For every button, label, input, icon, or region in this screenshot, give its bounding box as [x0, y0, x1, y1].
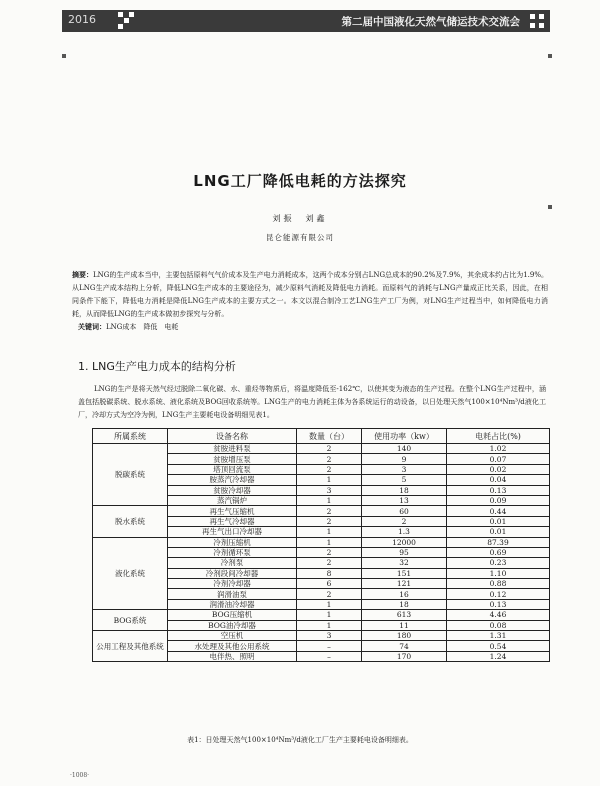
table-cell: 贫胺冷却器 [168, 485, 297, 495]
table-cell: 9 [362, 454, 447, 464]
table-cell: 2 [297, 547, 362, 557]
table-row [93, 631, 550, 641]
table-row [93, 444, 550, 454]
table-cell: 电伴热、照明 [168, 651, 297, 661]
table-cell: 0.69 [447, 547, 550, 557]
table-cell: 1.02 [447, 444, 550, 454]
table-cell: 贫胺增压泵 [168, 454, 297, 464]
system-cell: BOG系统 [93, 610, 168, 631]
table-cell: BOG压缩机 [168, 610, 297, 620]
table-cell: 1 [297, 620, 362, 630]
table-cell: 冷剂冷却器 [168, 579, 297, 589]
header-year: 2016 [68, 13, 96, 26]
table-cell: 3 [297, 631, 362, 641]
table-header-row [93, 429, 550, 444]
table-cell: 2 [362, 516, 447, 526]
affiliation: 昆仑能源有限公司 [266, 233, 334, 242]
table-header-cell: 电耗占比(%) [447, 429, 550, 444]
table-cell: 13 [362, 495, 447, 505]
table-cell: 151 [362, 568, 447, 578]
table-cell: 胺蒸汽冷却器 [168, 475, 297, 485]
table-cell: 95 [362, 547, 447, 557]
table-cell: 塔顶回流泵 [168, 464, 297, 474]
table-cell: 2 [297, 558, 362, 568]
table-cell: 2 [297, 444, 362, 454]
table-cell: 2 [297, 516, 362, 526]
table-cell: 1 [297, 527, 362, 537]
scan-mark [548, 54, 552, 58]
table-cell: 0.12 [447, 589, 550, 599]
abstract-text: LNG的生产成本当中，主要包括原料气气价成本及生产电力消耗成本，这两个成本分别占LNG总成本的90.2%及7.9%，其余成本约占比为1.9%。从LNG生产成本结构上分析，降低LNG生产成本的主要途径为，减少原料气消耗及降低电力消耗。而原料气的消耗与LNG产量成正比关系，因此，在相同条件下能下，降低电力消耗是降低LNG生产成本的主要方式之一。本文以混合制冷工艺LNG生产工厂为例，对LNG生产过程当中，如何降低电力消耗，从而降低LNG的生产成本做初步探究与分析。 [72, 271, 548, 318]
table-cell: 180 [362, 631, 447, 641]
table-header-cell: 所属系统 [93, 429, 168, 444]
system-cell: 液化系统 [93, 537, 168, 610]
header-conference: 第二届中国液化天然气储运技术交流会 [341, 16, 520, 28]
body-paragraph: LNG的生产是将天然气经过脱除二氧化碳、水、重烃等物质后，将温度降低至-162℃，以使其变为液态的生产过程。在整个LNG生产过程中，涵盖包括脱碳系统、脱水系统、液化系统及BOG回收系统等。LNG生产的电力消耗主体为各系统运行的动设备，以日处理天然气100×10⁴Nm³/d液化工厂，冷却方式为空冷为例，LNG生产主要耗电设备明细见表1。 [78, 385, 546, 419]
page-footer: ·1008· [70, 772, 90, 779]
table-cell: 18 [362, 599, 447, 609]
table-cell: 2 [297, 589, 362, 599]
table-cell: 8 [297, 568, 362, 578]
table-cell: 水处理及其他公用系统 [168, 641, 297, 651]
table-cell: 0.44 [447, 506, 550, 516]
paper-title: LNG工厂降低电耗的方法探究 [193, 172, 407, 190]
table-header-cell: 使用功率（kw） [362, 429, 447, 444]
table-cell: 18 [362, 485, 447, 495]
table-cell: 0.07 [447, 454, 550, 464]
table-cell: 空压机 [168, 631, 297, 641]
table-cell: 3 [362, 464, 447, 474]
table-cell: 冷剂泵 [168, 558, 297, 568]
abstract-label: 摘要： [72, 270, 94, 279]
table-cell: 11 [362, 620, 447, 630]
table-caption: 表1：日处理天然气100×10⁴Nm³/d液化工厂生产主要耗电设备明细表。 [187, 736, 413, 744]
table-cell: 1 [297, 537, 362, 547]
table-cell: 16 [362, 589, 447, 599]
section-heading: 1. LNG生产电力成本的结构分析 [78, 360, 236, 373]
abstract [72, 268, 548, 321]
table-cell: 0.09 [447, 495, 550, 505]
table-cell: 1 [297, 475, 362, 485]
table-cell: 再生气出口冷却器 [168, 527, 297, 537]
table-cell: BOG油冷却器 [168, 620, 297, 630]
table-cell: 5 [362, 475, 447, 485]
table-cell: 再生气压缩机 [168, 506, 297, 516]
table-cell: 0.13 [447, 485, 550, 495]
table-row [93, 537, 550, 547]
table-cell: 170 [362, 651, 447, 661]
table-cell: 2 [297, 464, 362, 474]
scan-mark [548, 205, 552, 209]
table-cell: 32 [362, 558, 447, 568]
table-cell: 1.24 [447, 651, 550, 661]
header-decoration-icon [118, 12, 134, 30]
table-cell: 1.10 [447, 568, 550, 578]
table-header-cell: 数量（台） [297, 429, 362, 444]
table-cell: 2 [297, 506, 362, 516]
table-cell: 0.08 [447, 620, 550, 630]
table-cell: 6 [297, 579, 362, 589]
system-cell: 脱水系统 [93, 506, 168, 537]
table-cell: 润滑油泵 [168, 589, 297, 599]
table-cell: 74 [362, 641, 447, 651]
table-cell: 2 [297, 454, 362, 464]
table-cell: 再生气冷却器 [168, 516, 297, 526]
keywords-text: LNG成本 降低 电耗 [106, 323, 179, 331]
table-cell: 0.88 [447, 579, 550, 589]
table-row [93, 610, 550, 620]
table-cell: 0.02 [447, 464, 550, 474]
table-cell: 冷剂段间冷却器 [168, 568, 297, 578]
table-cell: 60 [362, 506, 447, 516]
table-cell: 贫胺进料泵 [168, 444, 297, 454]
keywords-label: 关键词： [78, 322, 106, 331]
table-cell: – [297, 651, 362, 661]
table-cell: 4.46 [447, 610, 550, 620]
table-cell: 1 [297, 610, 362, 620]
table-cell: 613 [362, 610, 447, 620]
table-cell: 蒸汽锅炉 [168, 495, 297, 505]
table-cell: 3 [297, 485, 362, 495]
table-cell: – [297, 641, 362, 651]
table-cell: 121 [362, 579, 447, 589]
table-cell: 0.54 [447, 641, 550, 651]
keywords [78, 322, 178, 332]
system-cell: 脱碳系统 [93, 444, 168, 506]
table-header-cell: 设备名称 [168, 429, 297, 444]
table-row [93, 506, 550, 516]
table-cell: 1.3 [362, 527, 447, 537]
table-cell: 0.23 [447, 558, 550, 568]
table-cell: 润滑油冷却器 [168, 599, 297, 609]
author: 刘振 刘鑫 [272, 214, 328, 223]
table-cell: 1.31 [447, 631, 550, 641]
table-cell: 1 [297, 495, 362, 505]
table-cell: 冷剂循环泵 [168, 547, 297, 557]
header-square-icon [530, 14, 544, 28]
table-cell: 0.01 [447, 516, 550, 526]
system-cell: 公用工程及其他系统 [93, 631, 168, 662]
table-cell: 87.39 [447, 537, 550, 547]
running-header [62, 10, 550, 32]
scan-mark [62, 54, 66, 58]
equipment-table [92, 428, 550, 662]
table-cell: 0.13 [447, 599, 550, 609]
table-cell: 0.04 [447, 475, 550, 485]
table-cell: 0.01 [447, 527, 550, 537]
table-cell: 12000 [362, 537, 447, 547]
table-cell: 1 [297, 599, 362, 609]
table-cell: 冷剂压缩机 [168, 537, 297, 547]
table-cell: 140 [362, 444, 447, 454]
